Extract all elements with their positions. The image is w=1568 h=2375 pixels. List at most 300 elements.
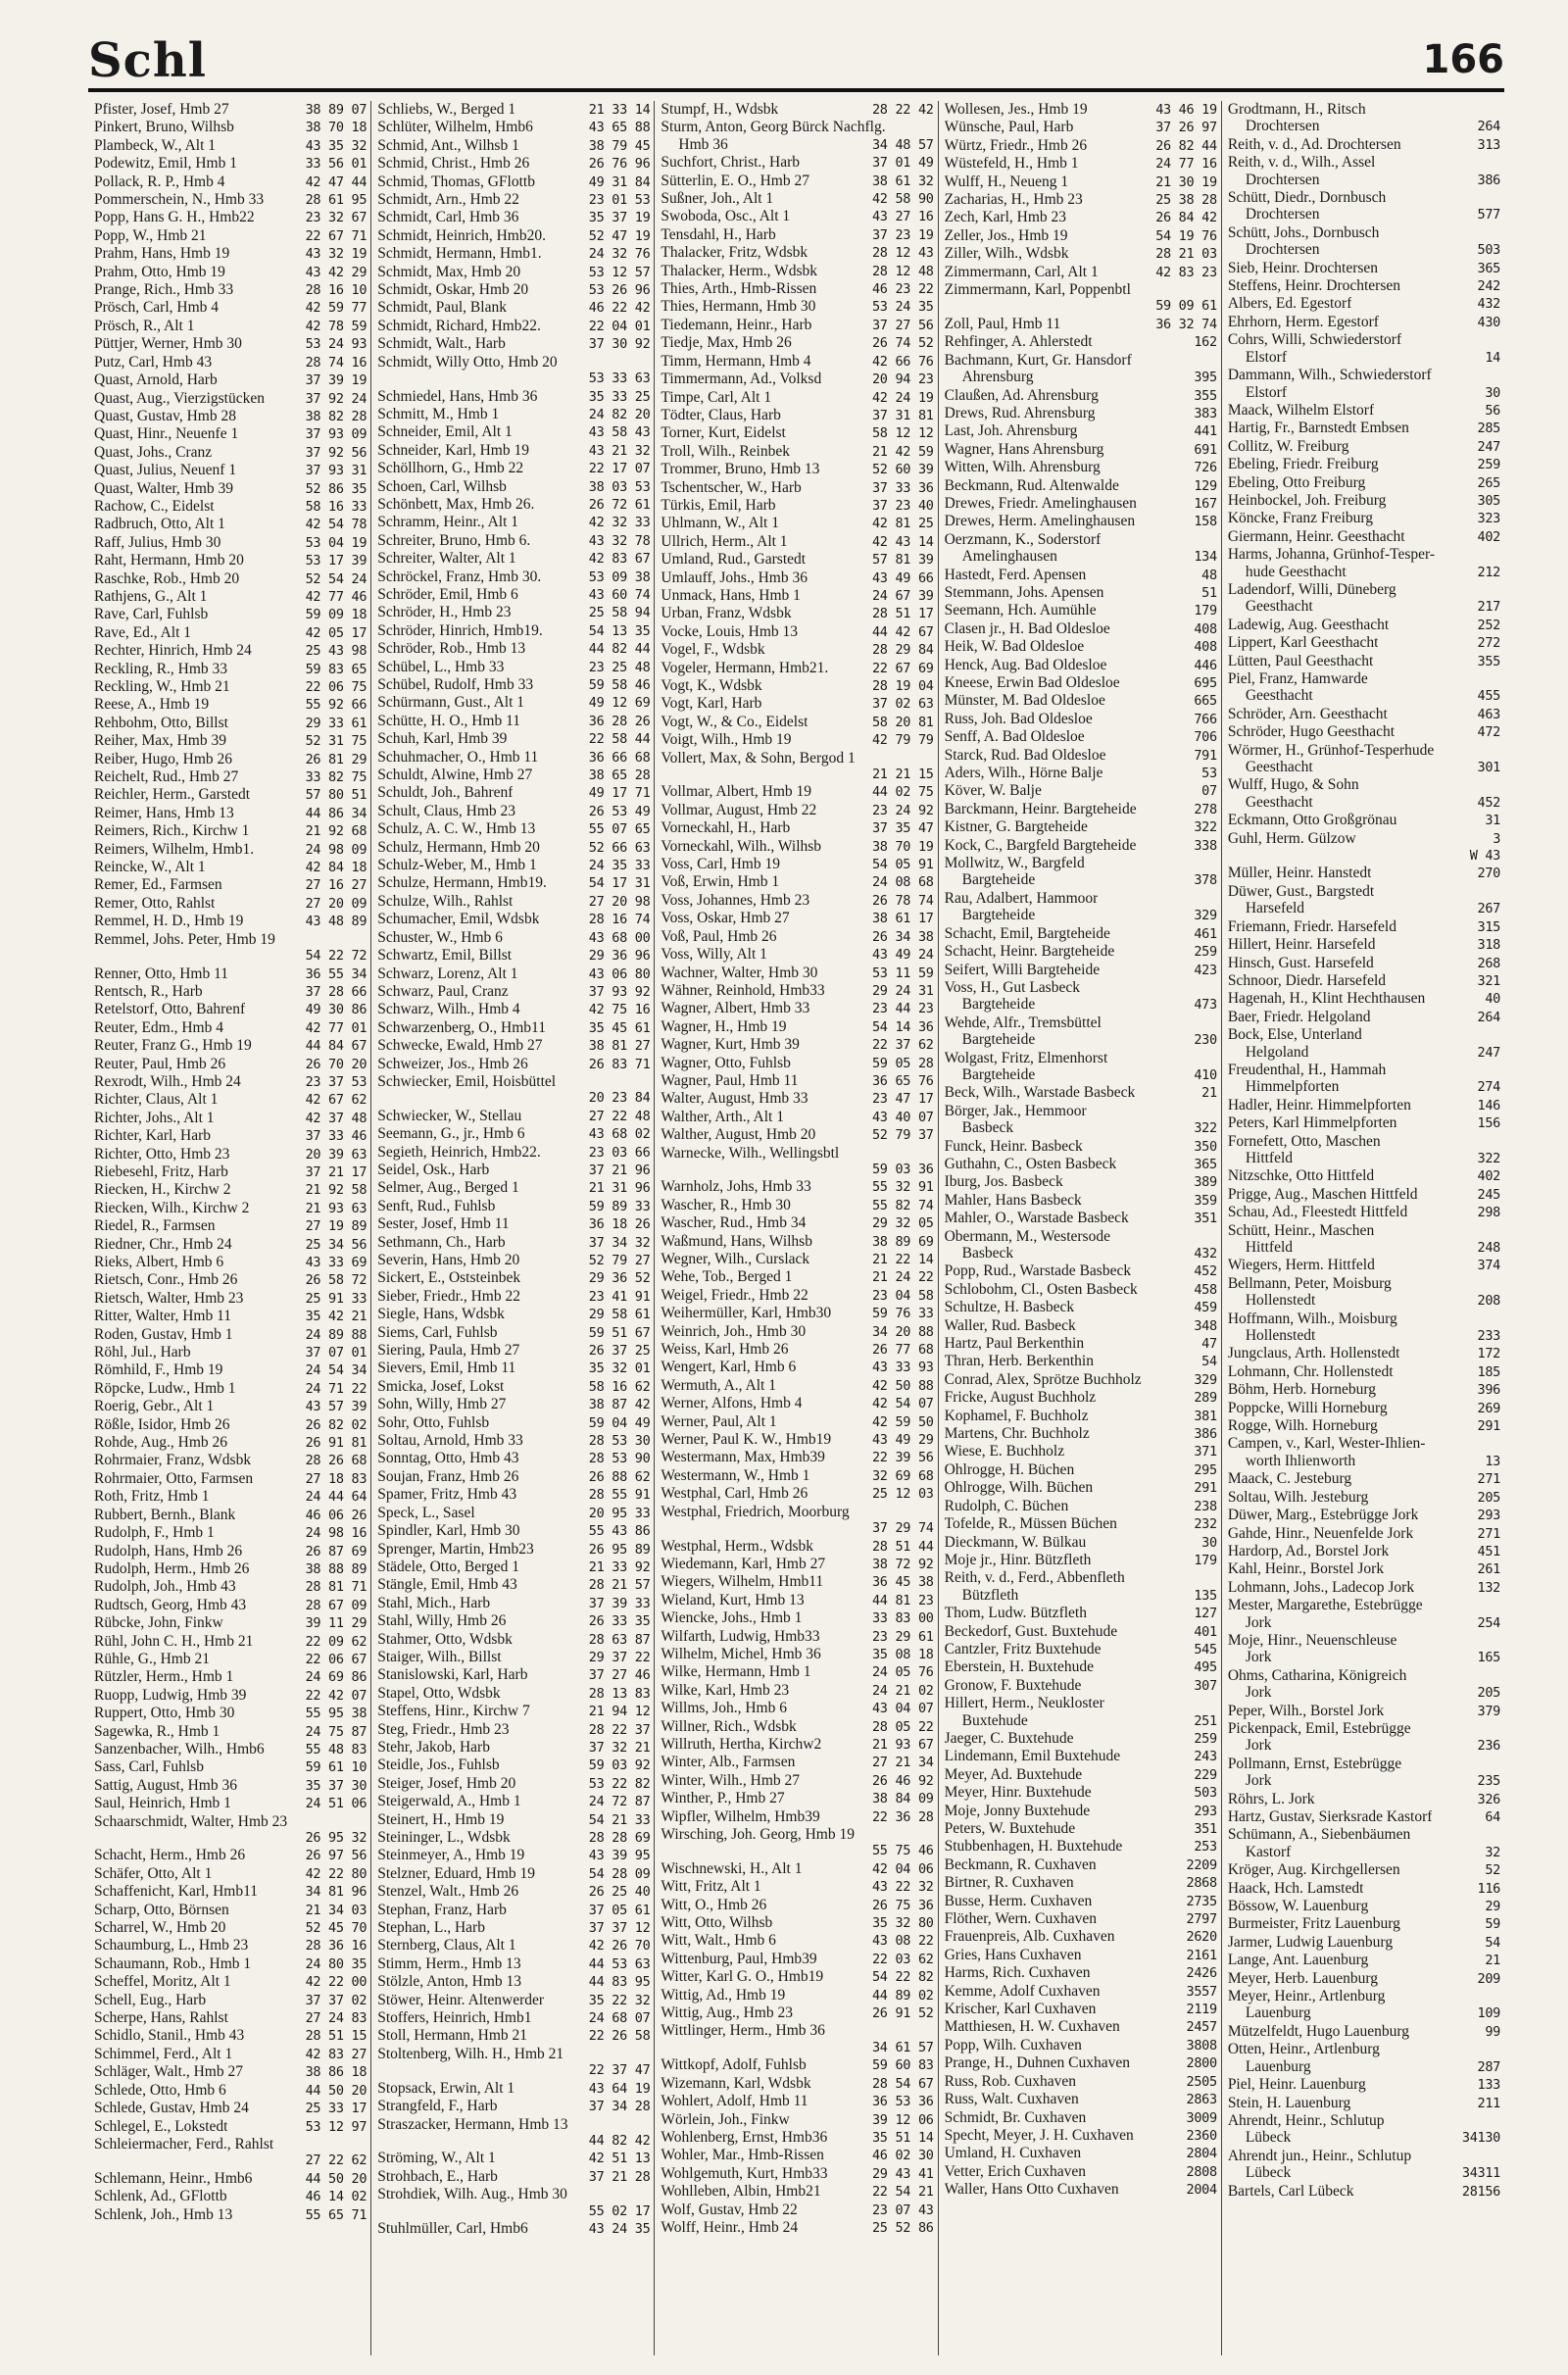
entry-name: Pommerschein, N., Hmb 33 (94, 191, 265, 209)
directory-entry (661, 641, 933, 659)
entry-number: 26 72 61 (588, 496, 651, 513)
directory-entry (661, 2111, 933, 2129)
directory-entry (94, 1578, 367, 1596)
entry-name: Wascher, R., Hmb 30 (661, 1196, 791, 1213)
directory-entry (1228, 1952, 1500, 1969)
entry-number: 59 51 67 (588, 1324, 651, 1341)
entry-number: 27 24 83 (305, 2010, 368, 2027)
directory-entry (1228, 474, 1500, 492)
entry-number: 52 86 35 (305, 480, 368, 497)
entry-number: 3 (1493, 830, 1501, 847)
directory-entry (94, 1865, 367, 1883)
entry-name: Flöther, Wern. Cuxhaven (944, 1910, 1098, 1928)
directory-entry (1228, 1453, 1500, 1470)
directory-entry (94, 732, 367, 750)
directory-entry (377, 1198, 650, 1215)
directory-entry (1228, 990, 1500, 1008)
entry-name: Steidle, Jos., Fuhlsb (377, 1757, 500, 1774)
entry-name: Wollesen, Jes., Hmb 19 (944, 101, 1088, 118)
entry-name: Wohlgemuth, Kurt, Hmb33 (661, 2164, 828, 2182)
directory-entry (1228, 1826, 1500, 1843)
directory-entry (1228, 1239, 1500, 1257)
directory-entry (1228, 936, 1500, 954)
entry-name: Stopsack, Erwin, Alt 1 (377, 2079, 515, 2097)
entry-number: 23 04 58 (871, 1287, 934, 1304)
directory-entry (377, 2046, 650, 2062)
entry-number: 43 24 35 (588, 2220, 651, 2237)
entry-name: Hartz, Paul Berkenthin (944, 1335, 1085, 1353)
directory-entry (94, 119, 367, 136)
entry-name: Schmidt, Br. Cuxhaven (944, 2108, 1087, 2126)
entry-name: Bössow, W. Lauenburg (1227, 1898, 1369, 1915)
entry-number: 32 69 68 (871, 1467, 934, 1484)
directory-entry (94, 624, 367, 642)
entry-number: 42 66 76 (871, 353, 934, 370)
entry-number: 3808 (1186, 2037, 1217, 2053)
directory-entry (945, 871, 1217, 889)
directory-entry (1228, 918, 1500, 936)
directory-entry (661, 190, 933, 208)
entry-name: Martens, Chr. Buchholz (944, 1425, 1090, 1443)
entry-number: 278 (1194, 801, 1217, 817)
directory-entry (1228, 687, 1500, 705)
directory-entry (377, 1992, 650, 2009)
entry-name: Sieber, Friedr., Hmb 22 (377, 1287, 520, 1305)
entry-number: 21 34 03 (305, 1902, 368, 1918)
entry-number: 44 89 02 (871, 1987, 934, 2004)
entry-number: 233 (1477, 1328, 1501, 1345)
entry-name: Rudolph, Herm., Hmb 26 (94, 1559, 250, 1577)
entry-name: Barckmann, Heinr. Bargteheide (944, 800, 1137, 817)
entry-name: Warnecke, Wilh., Wellingsbtl (661, 1144, 840, 1162)
directory-entry (945, 209, 1217, 226)
entry-name: Schmidt, Richard, Hmb22. (377, 317, 541, 334)
directory-entry (377, 749, 650, 767)
entry-name: Wähner, Reinhold, Hmb33 (661, 981, 825, 999)
directory-entry (94, 965, 367, 983)
entry-number: 54 28 09 (588, 1865, 651, 1882)
entry-number: 179 (1194, 1552, 1217, 1568)
entry-number: 35 37 30 (305, 1777, 368, 1794)
directory-entry (94, 678, 367, 696)
entry-number: 26 34 38 (871, 928, 934, 945)
directory-entry (945, 1443, 1217, 1460)
entry-name: Rachow, C., Eidelst (94, 497, 215, 515)
entry-number: 22 06 75 (305, 679, 368, 695)
directory-entry (94, 1597, 367, 1614)
entry-name: Rützler, Herm., Hmb 1 (94, 1668, 234, 1686)
directory-entry (377, 1973, 650, 1991)
entry-name: Guthahn, C., Osten Basbeck (944, 1155, 1117, 1172)
entry-number: 26 97 56 (305, 1848, 368, 1864)
entry-name: Ullrich, Herm., Alt 1 (661, 532, 788, 550)
directory-entry (377, 2027, 650, 2045)
directory-entry (661, 1449, 933, 1466)
entry-number: 39 12 06 (871, 2111, 934, 2128)
entry-name: Hmb 36 (678, 135, 728, 153)
directory-entry (1228, 564, 1500, 581)
directory-entry (377, 442, 650, 460)
entry-name: Schaffenicht, Karl, Hmb11 (94, 1883, 259, 1901)
directory-entry (1228, 723, 1500, 741)
entry-name: Schulze, Hermann, Hmb19. (377, 874, 547, 892)
entry-name: Stuhlmüller, Carl, Hmb6 (377, 2219, 528, 2237)
entry-name: Reith, v. d., Ferd., Abbenfleth (944, 1569, 1125, 1587)
entry-number: 37 29 74 (871, 1520, 934, 1537)
directory-entry (94, 1507, 367, 1524)
directory-entry (377, 640, 650, 658)
entry-name: Geesthacht (1245, 687, 1313, 705)
entry-number: 2209 (1186, 1856, 1217, 1873)
entry-number: 59 03 92 (588, 1757, 651, 1774)
directory-entry (94, 462, 367, 479)
entry-name: Lauenburg (1245, 2057, 1311, 2075)
column-3 (655, 101, 938, 2355)
entry-number: 37 01 49 (871, 155, 934, 172)
entry-name: Starck, Rud. Bad Oldesloe (944, 746, 1106, 764)
entry-number: 37 93 92 (588, 983, 651, 1000)
directory-entry (94, 570, 367, 588)
entry-number: 37 23 40 (871, 497, 934, 514)
directory-entry (661, 1700, 933, 1717)
entry-name: Weihermüller, Karl, Hmb30 (661, 1305, 832, 1322)
entry-number: 53 11 59 (871, 965, 934, 981)
entry-name: Harsefeld (1245, 900, 1305, 917)
directory-entry (94, 1163, 367, 1181)
entry-name: Freudenthal, H., Hammah (1227, 1061, 1387, 1078)
entry-name: Schmid, Ant., Wilhsb 1 (377, 136, 519, 154)
entry-name: Schulze, Wilh., Rahlst (377, 892, 514, 910)
entry-name: Rühle, G., Hmb 21 (94, 1650, 210, 1667)
directory-entry (377, 1450, 650, 1467)
entry-name: Hastedt, Ferd. Apensen (944, 566, 1087, 583)
directory-entry (661, 1878, 933, 1896)
directory-entry (94, 552, 367, 569)
directory-entry (94, 1056, 367, 1073)
entry-name: Stelzner, Eduard, Hmb 19 (377, 1864, 536, 1882)
entry-number: 26 37 25 (588, 1343, 651, 1360)
directory-entry (945, 1353, 1217, 1370)
entry-name: Reith, v. d., Wilh., Assel (1227, 154, 1376, 172)
directory-entry (1228, 2058, 1500, 2076)
entry-name: Wohlleben, Albin, Hmb21 (661, 2183, 821, 2201)
entry-name: Moje jr., Hinr. Bützfleth (944, 1551, 1092, 1568)
directory-entry (945, 1425, 1217, 1443)
directory-entry (377, 1847, 650, 1864)
directory-entry (377, 460, 650, 477)
entry-name: Radbruch, Otto, Alt 1 (94, 516, 225, 533)
directory-entry (377, 264, 650, 281)
entry-name: Wohlenberg, Ernst, Hmb36 (661, 2128, 828, 2146)
entry-number: 55 82 74 (871, 1197, 934, 1213)
entry-number: 38 70 18 (305, 120, 368, 136)
entry-name: Steininger, L., Wdsbk (377, 1829, 511, 1846)
entry-number: 26 91 52 (871, 2005, 934, 2022)
entry-number: 26 46 92 (871, 1772, 934, 1789)
entry-number: 44 83 95 (588, 1974, 651, 1991)
directory-entry (661, 1287, 933, 1305)
directory-entry (377, 1468, 650, 1486)
entry-number: 179 (1194, 603, 1217, 619)
directory-entry (94, 498, 367, 516)
directory-entry (1228, 154, 1500, 171)
entry-number: 24 67 39 (871, 587, 934, 604)
entry-name: Sievers, Emil, Hmb 11 (377, 1360, 516, 1377)
entry-number: 28 55 91 (588, 1487, 651, 1504)
entry-name: Thalacker, Fritz, Wdsbk (661, 244, 808, 262)
entry-name: Remer, Otto, Rahlst (94, 894, 216, 912)
directory-entry (1228, 1970, 1500, 1988)
directory-entry (377, 965, 650, 983)
entry-number: 473 (1194, 997, 1217, 1014)
entry-number: 232 (1194, 1516, 1217, 1533)
directory-entry (945, 1893, 1217, 1910)
directory-entry (377, 245, 650, 263)
entry-number: 43 39 95 (588, 1848, 651, 1864)
entry-name: Hartz, Gustav, Sierksrade Kastorf (1227, 1808, 1433, 1825)
directory-entry (661, 533, 933, 551)
entry-name: Schwartz, Emil, Billst (377, 947, 513, 965)
entry-number: 21 24 22 (871, 1269, 934, 1286)
entry-name: Püttjer, Werner, Hmb 30 (94, 335, 242, 353)
entry-name: Schöllhorn, G., Hmb 22 (377, 460, 524, 477)
entry-name: Schlenk, Joh., Hmb 13 (94, 2205, 233, 2223)
directory-entry (94, 1217, 367, 1235)
directory-entry (1228, 830, 1500, 848)
entry-name: Seemann, Hch. Aumühle (944, 602, 1097, 619)
entry-number: 42 04 06 (871, 1860, 934, 1877)
entry-name: Collitz, W. Freiburg (1227, 437, 1349, 455)
entry-name: Schütt, Diedr., Dornbusch (1227, 189, 1387, 207)
entry-number: 25 52 86 (871, 2219, 934, 2236)
entry-name: Waller, Hans Otto Cuxhaven (944, 2181, 1119, 2199)
directory-entry (945, 1210, 1217, 1227)
directory-entry (1228, 1703, 1500, 1720)
entry-name: Düwer, Gust., Bargstedt (1227, 882, 1375, 900)
entry-number: 305 (1477, 492, 1501, 509)
entry-number: 57 80 51 (305, 787, 368, 804)
directory-entry (1228, 1649, 1500, 1666)
directory-entry (945, 1928, 1217, 1946)
entry-number: 23 47 17 (871, 1091, 934, 1108)
entry-number: 43 32 19 (305, 246, 368, 263)
entry-number: 26 78 74 (871, 892, 934, 909)
directory-entry (94, 1651, 367, 1668)
directory-entry (661, 1178, 933, 1196)
directory-entry (377, 2080, 650, 2098)
directory-entry (377, 1144, 650, 1162)
entry-number: 22 37 62 (871, 1037, 934, 1054)
entry-name: Stöwer, Heinr. Altenwerder (377, 1991, 545, 2008)
directory-entry (1228, 2148, 1500, 2164)
entry-number: 27 22 62 (305, 2152, 368, 2169)
directory-entry (945, 890, 1217, 907)
entry-number: 28 29 84 (871, 642, 934, 659)
entry-name: Aders, Wilh., Hörne Balje (944, 765, 1103, 782)
directory-entry (377, 2186, 650, 2202)
directory-entry (1228, 1898, 1500, 1915)
directory-entry (377, 586, 650, 604)
directory-entry (661, 1987, 933, 2004)
directory-entry (945, 1245, 1217, 1262)
directory-entry (661, 1826, 933, 1843)
directory-entry (945, 477, 1217, 495)
directory-entry (94, 1127, 367, 1145)
entry-number: 28 81 71 (305, 1579, 368, 1596)
entry-number: 2004 (1186, 2182, 1217, 2199)
entry-number: 298 (1477, 1205, 1501, 1221)
entry-name: Ahrendt, Heinr., Schlutup (1227, 2111, 1385, 2129)
entry-number: 26 58 72 (305, 1272, 368, 1289)
entry-number: 53 12 57 (588, 264, 651, 280)
entry-number: 315 (1477, 918, 1501, 935)
entry-name: Schübel, L., Hmb 33 (377, 658, 505, 675)
directory-entry (661, 1682, 933, 1700)
entry-name: Maack, C. Jesteburg (1227, 1470, 1352, 1488)
entry-number: 28 19 04 (871, 678, 934, 694)
entry-name: Bargteheide (961, 996, 1036, 1014)
directory-entry (661, 244, 933, 262)
entry-number: 44 86 34 (305, 805, 368, 821)
entry-number: 28 51 15 (305, 2028, 368, 2045)
directory-entry (377, 1576, 650, 1594)
entry-name: Bützfleth (961, 1586, 1019, 1604)
directory-entry (94, 1705, 367, 1722)
entry-number: 55 65 71 (305, 2206, 368, 2223)
directory-entry (661, 1663, 933, 1681)
entry-name: Schultze, H. Basbeck (944, 1299, 1075, 1316)
entry-number: 21 92 58 (305, 1182, 368, 1199)
entry-number: 37 34 32 (588, 1234, 651, 1251)
directory-entry (661, 2022, 933, 2039)
directory-entry (94, 1830, 367, 1847)
entry-name: Siering, Paula, Hmb 27 (377, 1342, 520, 1360)
entry-number: 59 58 46 (588, 677, 651, 693)
entry-number: 21 93 67 (871, 1736, 934, 1753)
entry-number: 242 (1477, 278, 1501, 295)
entry-number: 43 57 39 (305, 1399, 368, 1415)
entry-name: Oerzmann, K., Soderstorf (944, 530, 1102, 548)
entry-name: Wilhelm, Michel, Hmb 36 (661, 1645, 821, 1662)
entry-name: Hinsch, Gust. Harsefeld (1227, 954, 1374, 971)
directory-entry (945, 620, 1217, 638)
directory-entry (1228, 1579, 1500, 1597)
entry-name: Schoen, Carl, Wilhsb (377, 477, 507, 495)
entry-number: 212 (1477, 564, 1501, 580)
directory-entry (1228, 1525, 1500, 1543)
entry-name: Börger, Jak., Hemmoor (944, 1102, 1087, 1119)
entry-name: Schumacher, Emil, Wdsbk (377, 911, 540, 928)
entry-number: 381 (1194, 1408, 1217, 1424)
entry-number: 2505 (1186, 2073, 1217, 2090)
entry-number: 26 95 89 (588, 1541, 651, 1558)
entry-name: Quast, Gustav, Hmb 28 (94, 407, 236, 424)
entry-name: Rudolph, Joh., Hmb 43 (94, 1578, 236, 1596)
directory-entry (945, 1461, 1217, 1479)
entry-number: 259 (1194, 944, 1217, 961)
directory-entry (945, 119, 1217, 136)
entry-name: Schuldt, Alwine, Hmb 27 (377, 767, 533, 784)
directory-entry (1228, 617, 1500, 634)
entry-name: Rietsch, Walter, Hmb 23 (94, 1289, 244, 1307)
entry-name: Remmel, H. D., Hmb 19 (94, 913, 244, 930)
entry-number: 59 61 10 (305, 1759, 368, 1776)
directory-entry (377, 1108, 650, 1125)
directory-entry (945, 1479, 1217, 1497)
entry-name: Stoffers, Heinrich, Hmb1 (377, 2009, 532, 2027)
directory-entry (1228, 492, 1500, 510)
entry-name: Schimmel, Ferd., Alt 1 (94, 2045, 233, 2062)
entry-name: Roerig, Gebr., Alt 1 (94, 1398, 215, 1415)
directory-entry (661, 1395, 933, 1412)
entry-number: 34311 (1461, 2165, 1501, 2182)
directory-entry (1228, 1667, 1500, 1684)
directory-entry (377, 478, 650, 496)
entry-name: Köncke, Franz Freiburg (1227, 510, 1374, 527)
directory-entry (377, 694, 650, 712)
entry-name: Birtner, R. Cuxhaven (944, 1874, 1074, 1892)
entry-name: Peper, Wilh., Borstel Jork (1227, 1702, 1385, 1719)
entry-number: 28 28 69 (588, 1830, 651, 1846)
entry-name: Raff, Julius, Hmb 30 (94, 533, 221, 551)
entry-name: Schell, Eug., Harb (94, 1991, 207, 2008)
entry-name: Gahde, Hinr., Neuenfelde Jork (1227, 1524, 1414, 1542)
entry-number: 116 (1477, 1880, 1501, 1897)
entry-name: Stanislowski, Karl, Harb (377, 1666, 528, 1684)
entry-number: 322 (1194, 819, 1217, 836)
directory-entry (94, 1955, 367, 1973)
entry-name: Schuhmacher, O., Hmb 11 (377, 748, 539, 766)
directory-entry (661, 263, 933, 280)
entry-number: 2161 (1186, 1947, 1217, 1963)
entry-number: 321 (1477, 972, 1501, 989)
directory-entry (661, 317, 933, 334)
entry-number: 274 (1477, 1079, 1501, 1096)
entry-number: 37 92 24 (305, 390, 368, 407)
directory-entry (661, 2202, 933, 2219)
directory-entry (1228, 101, 1500, 118)
directory-entry (945, 1119, 1217, 1137)
entry-name: Lübeck (1245, 2129, 1292, 2147)
entry-number: 441 (1194, 423, 1217, 440)
directory-entry (1228, 776, 1500, 793)
entry-number: 28 61 95 (305, 192, 368, 209)
entry-number: 28 53 90 (588, 1451, 651, 1467)
entry-name: Walther, August, Hmb 20 (661, 1126, 816, 1144)
entry-name: Stenzel, Walt., Hmb 26 (377, 1883, 519, 1901)
entry-name: Cantzler, Fritz Buxtehude (944, 1640, 1102, 1658)
entry-number: 46 22 42 (588, 300, 651, 317)
entry-name: Mester, Margarethe, Estebrügge (1227, 1597, 1423, 1614)
entry-number: 37 27 46 (588, 1667, 651, 1684)
entry-number: 42 50 88 (871, 1377, 934, 1394)
entry-name: Lohmann, Johs., Ladecop Jork (1227, 1578, 1415, 1596)
entry-name: Vorneckahl, Wilh., Wilhsb (661, 837, 822, 855)
entry-number: 401 (1194, 1623, 1217, 1640)
entry-name: Wagner, Kurt, Hmb 39 (661, 1036, 800, 1054)
directory-entry (1228, 812, 1500, 829)
directory-entry (945, 638, 1217, 656)
entry-name: Wittenburg, Paul, Hmb39 (661, 1950, 817, 1967)
directory-entry (94, 1758, 367, 1776)
directory-entry (945, 531, 1217, 548)
entry-name: Schuster, W., Hmb 6 (377, 928, 503, 946)
entry-number: 472 (1477, 724, 1501, 741)
entry-name: Cohrs, Willi, Schwiederstorf (1227, 331, 1402, 349)
entry-name: Popp, Hans G. H., Hmb22 (94, 209, 255, 226)
entry-number: 24 89 88 (305, 1326, 368, 1343)
entry-number: 423 (1194, 962, 1217, 978)
